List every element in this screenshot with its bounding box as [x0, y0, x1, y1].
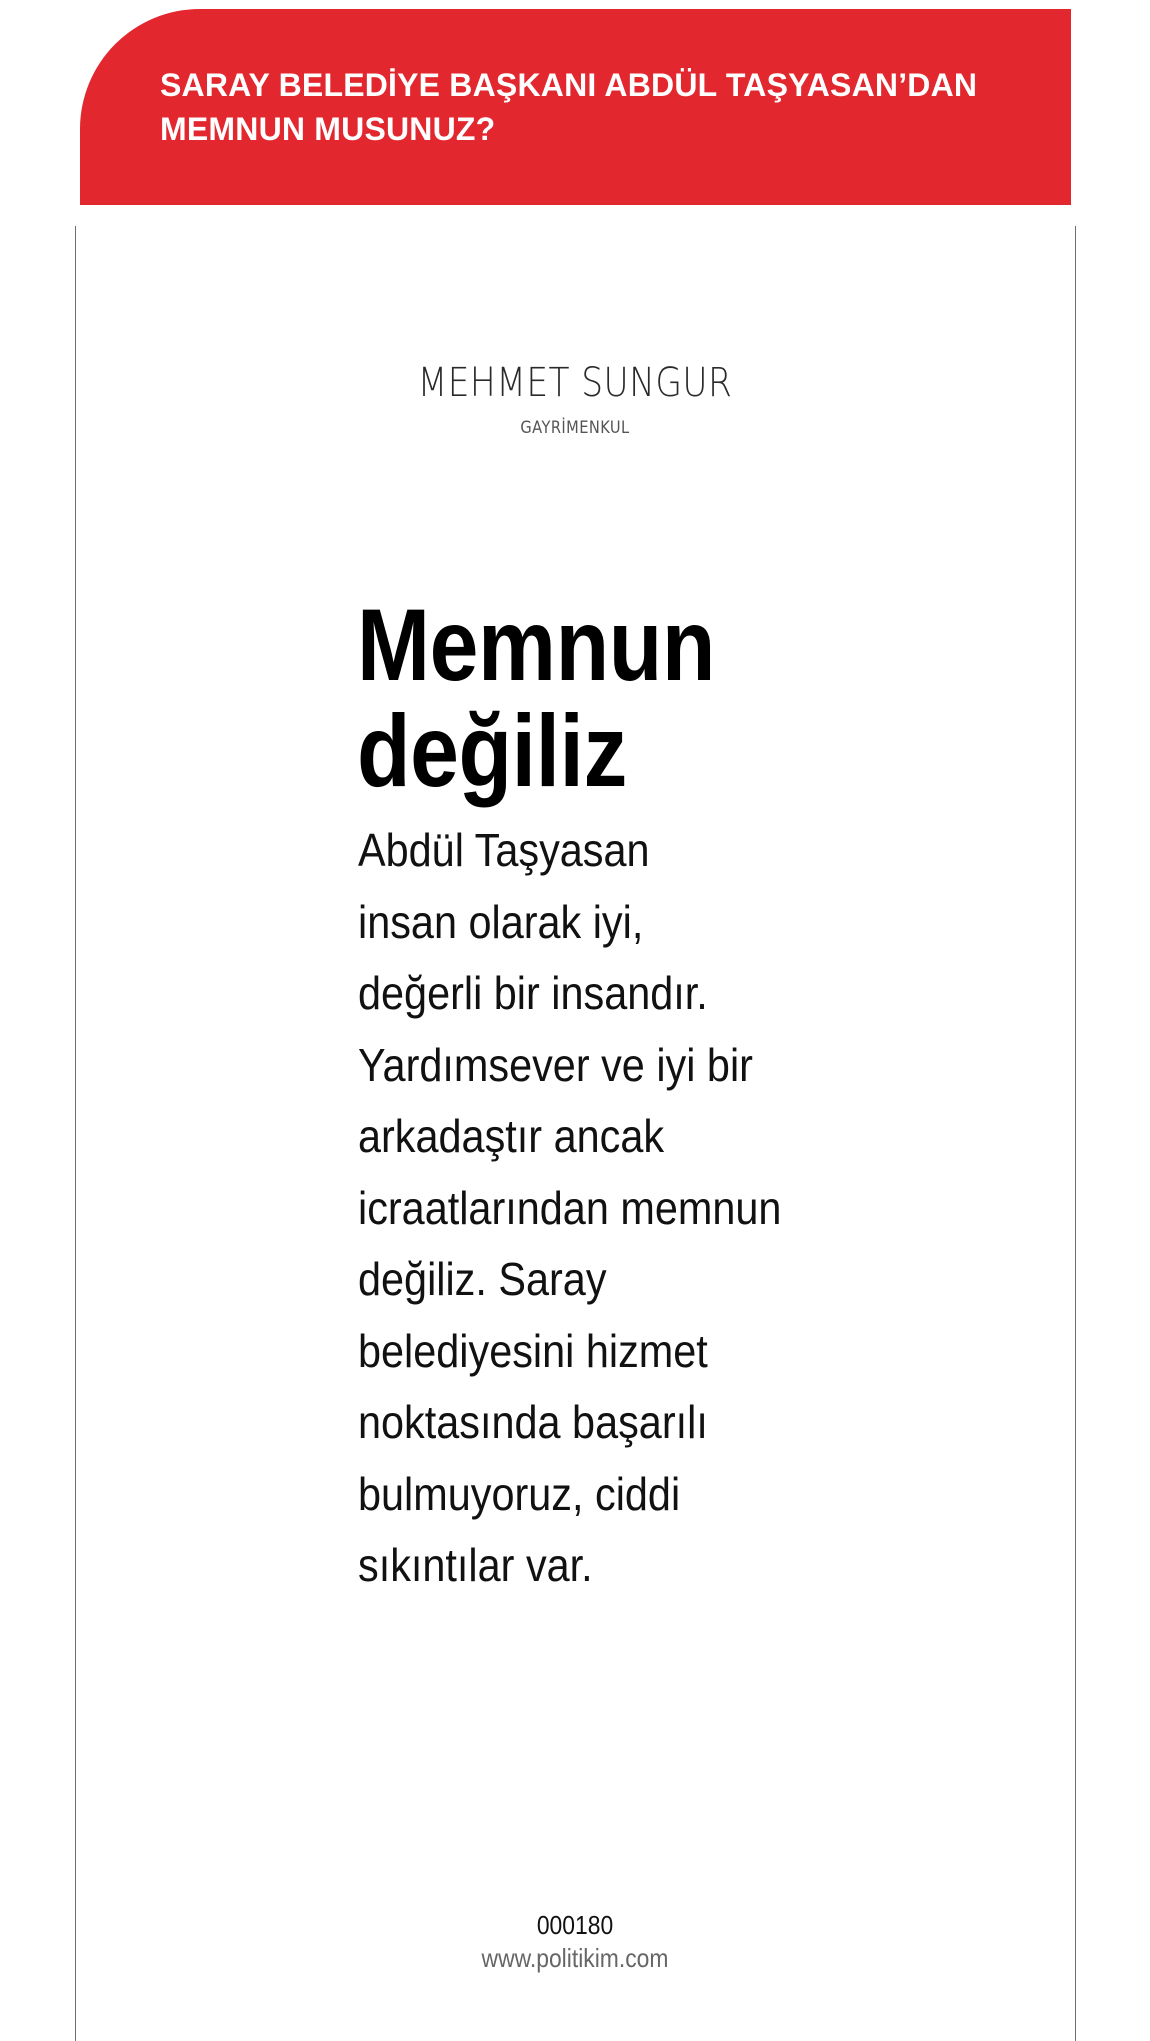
banner-title-line-1: SARAY BELEDİYE BAŞKANI ABDÜL TAŞYASAN’DAN: [160, 67, 978, 103]
body-line: bulmuyoruz, ciddi: [358, 1467, 681, 1520]
body-line: değiliz. Saray: [358, 1253, 607, 1305]
body-line: belediyesini hizmet: [358, 1324, 708, 1377]
headline-line-2: değiliz: [357, 694, 627, 808]
body-line: sıkıntılar var.: [358, 1539, 593, 1591]
brand-name: MEHMET SUNGUR: [417, 360, 733, 406]
frame-right-border: [1075, 226, 1076, 2041]
body-line: Abdül Taşyasan: [358, 824, 650, 876]
body-line: noktasında başarılı: [358, 1396, 708, 1448]
body-line: Yardımsever ve iyi bir: [358, 1038, 753, 1091]
title-banner: [80, 9, 1071, 205]
headline-line-1: Memnun: [357, 588, 716, 702]
brand-subtitle: GAYRİMENKUL: [520, 418, 630, 438]
footer-website-link[interactable]: www.politikim.com: [481, 1943, 669, 1973]
body-line: değerli bir insandır.: [358, 967, 708, 1019]
article-body: [358, 815, 826, 1602]
banner-title: [160, 63, 1051, 151]
frame-left-border: [75, 226, 76, 2041]
footer-code: 000180: [536, 1910, 614, 1940]
body-line: arkadaştır ancak: [358, 1110, 665, 1162]
body-line: icraatlarından memnun: [358, 1181, 782, 1234]
article-headline: [357, 588, 716, 808]
body-line: insan olarak iyi,: [358, 895, 644, 948]
banner-title-line-2: MEMNUN MUSUNUZ?: [160, 111, 496, 147]
